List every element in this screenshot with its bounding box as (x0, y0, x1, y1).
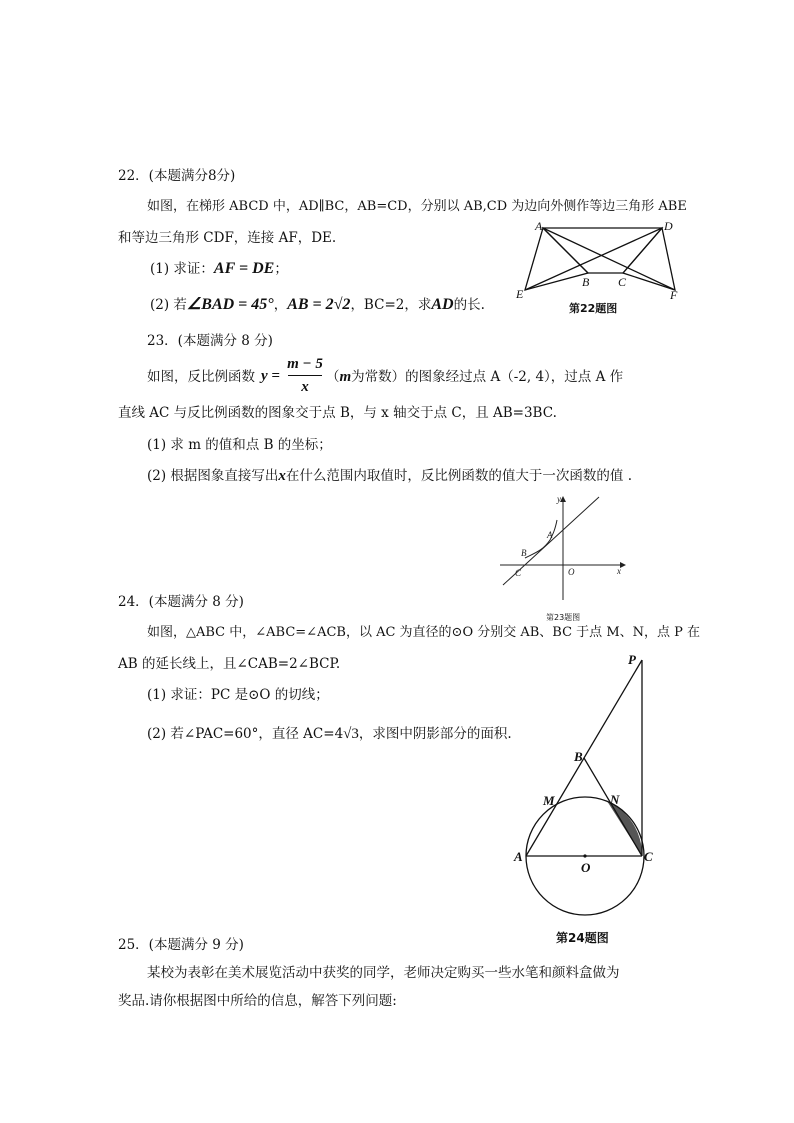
q23-paren: （ (326, 369, 340, 385)
q24-label-a: A (514, 849, 523, 864)
q23-label-y: y (557, 494, 561, 504)
q24-circle-figure (512, 650, 662, 920)
q23-part2-prefix: (2) 根据图象直接写出 (147, 468, 279, 484)
q24-label-c: C (644, 849, 653, 864)
q23-label-a: A (547, 530, 553, 540)
q24-label-b: B (574, 749, 583, 764)
q23-line2: 直线 AC 与反比例函数的图象交于点 B，与 x 轴交于点 C，且 AB=3BC. (118, 405, 557, 421)
q23-label-o: O (568, 567, 575, 577)
q23-line1-suffix: 为常数）的图象经过点 A（-2, 4），过点 A 作 (351, 369, 624, 385)
q24-header: 24．(本题满分 8 分) (118, 594, 244, 610)
q22-part1-formula: AF = DE (213, 260, 275, 277)
q22-part2-sep: ， (273, 297, 288, 313)
q22-label-c: C (618, 275, 627, 289)
q22-part2-ab: AB = 2√2 (287, 296, 351, 313)
q22-part1 (150, 260, 288, 278)
q22-label-a: A (535, 219, 543, 233)
q25-statement-line2: 奖品.请你根据图中所给的信息，解答下列问题: (118, 993, 397, 1009)
q22-part1-suffix: ； (274, 261, 288, 277)
q24-part2 (147, 725, 512, 743)
q23-part1: (1) 求 m 的值和点 B 的坐标； (147, 437, 332, 453)
q23-numerator: m − 5 (287, 356, 323, 372)
q24-sqrt3: √3 (343, 726, 359, 742)
q22-trapezoid-figure (510, 218, 690, 308)
q22-label-b: B (582, 275, 590, 289)
q24-label-o: O (581, 860, 591, 875)
q23-m-var: m (339, 369, 352, 385)
q22-part1-prefix: (1) 求证： (150, 261, 214, 277)
q24-part1: (1) 求证：PC 是⊙O 的切线； (147, 687, 329, 703)
q23-denominator: x (301, 379, 309, 395)
q22-triangle-cdf (623, 228, 675, 290)
q23-label-c: C (515, 568, 522, 578)
q22-statement-line2: 和等边三角形 CDF，连接 AF，DE. (118, 230, 337, 246)
q22-part2-end: 的长. (453, 297, 485, 313)
q22-part2-prefix: (2) 若 (150, 297, 187, 313)
q22-trapezoid (543, 228, 662, 273)
q22-caption: 第22题图 (569, 302, 618, 315)
q23-fraction-bar (288, 375, 322, 376)
q24-part2-suffix: ，求图中阴影部分的面积. (358, 726, 512, 742)
q24-statement-line2: AB 的延长线上，且∠CAB=2∠BCP. (118, 656, 341, 672)
q24-label-n: N (610, 792, 620, 807)
q24-part2-prefix: (2) 若∠PAC=60°，直径 AC=4 (147, 726, 344, 742)
q24-label-p: P (628, 652, 636, 667)
q23-header: 23．(本题满分 8 分) (147, 333, 273, 349)
q23-caption: 第23题图 (546, 613, 581, 622)
q23-line1-prefix: 如图，反比例函数 (147, 369, 255, 385)
q23-label-b: B (521, 548, 527, 558)
q22-part2-suffix: ，BC=2，求 (350, 297, 432, 313)
q24-statement-line1: 如图，△ABC 中，∠ABC=∠ACB，以 AC 为直径的⊙O 分别交 AB、BC 于点 M、N，点 P 在 (147, 625, 701, 640)
q22-label-d: D (664, 219, 673, 233)
q23-graph-figure (495, 492, 635, 607)
q23-line1-rest (326, 368, 623, 386)
q23-y-equals: y = (261, 368, 280, 384)
q22-segment-af (543, 228, 675, 290)
q22-segment-de (525, 228, 662, 290)
q24-center-dot (583, 854, 586, 857)
q22-statement-line1: 如图，在梯形 ABCD 中，AD∥BC，AB=CD，分别以 AB,CD 为边向外侧作等边三角形 ABE (147, 199, 687, 214)
q22-part2-angle: ∠BAD = 45° (186, 296, 274, 313)
q23-part2-suffix: 在什么范围内取值时，反比例函数的值大于一次函数的值 . (285, 468, 633, 484)
q23-x-var: x (278, 468, 286, 484)
q22-header: 22．(本题满分8分) (118, 168, 236, 184)
q22-triangle-abe (525, 228, 588, 290)
q22-part2-ad: AD (431, 296, 454, 313)
q22-label-e: E (516, 287, 524, 301)
q23-label-x: x (617, 566, 621, 576)
q25-statement-line1: 某校为表彰在美术展览活动中获奖的同学，老师决定购买一些水笔和颜料盒做为 (147, 965, 620, 981)
q22-label-f: F (670, 288, 678, 302)
q23-part2 (147, 467, 632, 485)
q24-label-m: M (543, 793, 555, 808)
q24-caption: 第24题图 (556, 931, 609, 945)
q22-part2 (150, 296, 485, 314)
q25-header: 25．(本题满分 9 分) (118, 937, 244, 953)
q24-segment-bc (584, 758, 642, 856)
